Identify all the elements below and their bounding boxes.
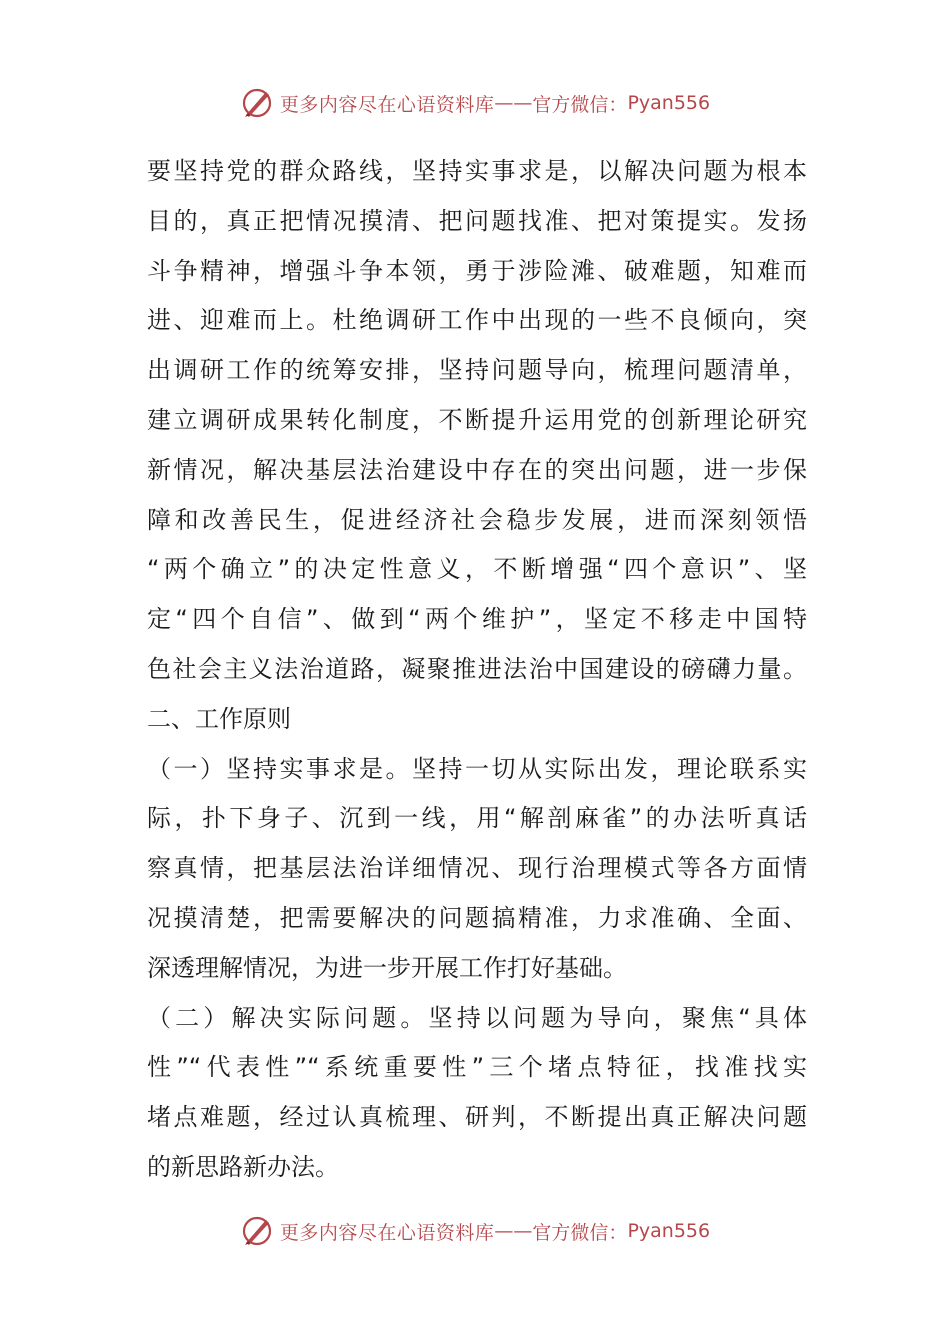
body-line: 新情况，解决基层法治建设中存在的突出问题，进一步保 bbox=[147, 455, 807, 484]
pen-logo-icon bbox=[240, 1214, 274, 1248]
watermark-wechat-label: 官方微信： bbox=[532, 1221, 628, 1244]
watermark-main-text: 更多内容尽在心语资料库 bbox=[279, 1221, 495, 1244]
watermark-separator: —— bbox=[494, 1220, 533, 1242]
document-body bbox=[147, 147, 807, 1193]
body-line: 察真情，把基层法治详细情况、现行治理模式等各方面情 bbox=[147, 854, 807, 883]
body-line: 出调研工作的统筹安排，坚持问题导向，梳理问题清单， bbox=[147, 356, 807, 385]
body-line: 堵点难题，经过认真梳理、研判，不断提出真正解决问题 bbox=[147, 1103, 807, 1132]
body-line: 要坚持党的群众路线，坚持实事求是，以解决问题为根本 bbox=[147, 157, 807, 185]
body-line: 建立调研成果转化制度，不断提升运用党的创新理论研究 bbox=[147, 405, 807, 434]
body-line: 际，扑下身子、沉到一线，用“解剖麻雀”的办法听真话 bbox=[147, 804, 807, 833]
body-line: 斗争精神，增强斗争本领，勇于涉险滩、破难题，知难而 bbox=[147, 256, 807, 285]
footer-watermark bbox=[0, 1211, 950, 1251]
body-line: 进、迎难而上。杜绝调研工作中出现的一些不良倾向，突 bbox=[147, 306, 807, 335]
body-line: 况摸清楚，把需要解决的问题搞精准，力求准确、全面、 bbox=[147, 903, 807, 932]
body-line: （二）解决实际问题。坚持以问题为导向，聚焦“具体 bbox=[147, 1003, 807, 1032]
section-heading: 二、工作原则 bbox=[147, 704, 291, 733]
watermark-main-text: 更多内容尽在心语资料库 bbox=[279, 93, 495, 116]
body-line: 性”“代表性”“系统重要性”三个堵点特征，找准找实 bbox=[147, 1053, 807, 1082]
pen-logo-icon bbox=[240, 86, 274, 120]
body-line: 深透理解情况，为进一步开展工作打好基础。 bbox=[147, 953, 627, 982]
watermark-wechat-id: Pyan556 bbox=[627, 92, 711, 114]
body-line: （一）坚持实事求是。坚持一切从实际出发，理论联系实 bbox=[147, 754, 807, 783]
body-line: “两个确立”的决定性意义，不断增强“四个意识”、坚 bbox=[147, 555, 807, 584]
watermark-wechat-label: 官方微信： bbox=[532, 93, 628, 116]
watermark-wechat-id: Pyan556 bbox=[627, 1220, 711, 1242]
body-line: 色社会主义法治道路，凝聚推进法治中国建设的磅礴力量。 bbox=[147, 654, 807, 683]
header-watermark bbox=[0, 83, 950, 123]
body-line: 定“四个自信”、做到“两个维护”，坚定不移走中国特 bbox=[147, 605, 807, 634]
body-line: 目的，真正把情况摸清、把问题找准、把对策提实。发扬 bbox=[147, 206, 807, 235]
body-line: 障和改善民生，促进经济社会稳步发展，进而深刻领悟 bbox=[147, 505, 807, 534]
watermark-separator: —— bbox=[494, 92, 533, 114]
body-line: 的新思路新办法。 bbox=[147, 1152, 339, 1181]
